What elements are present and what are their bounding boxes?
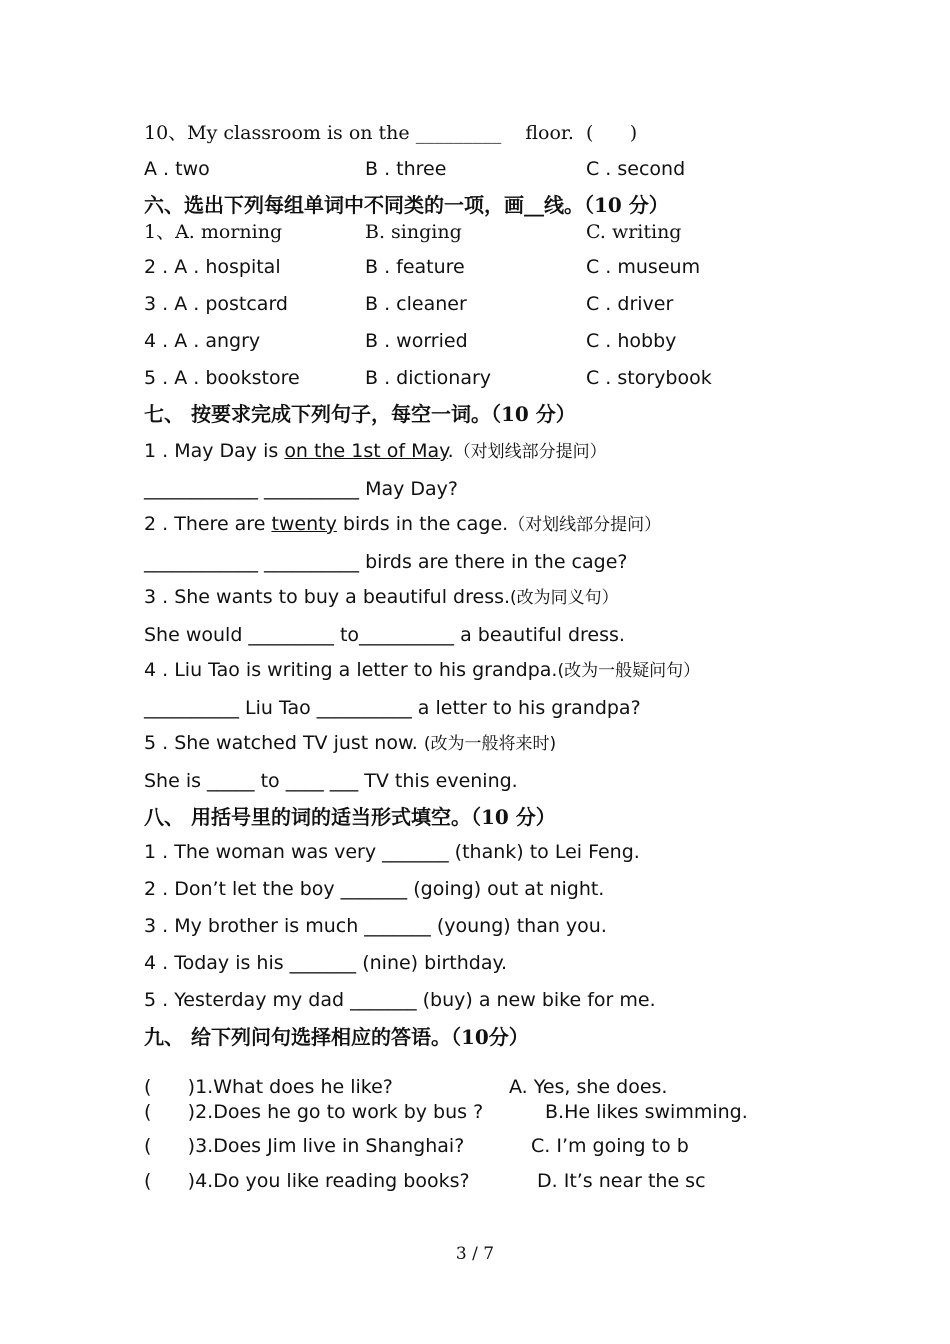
section-9-title: 九、 给下列问句选择相应的答语。（10分）	[144, 1025, 529, 1049]
s7-q1-underlined: on the 1st of May	[284, 440, 448, 462]
s7-q2-underlined: twenty	[271, 513, 337, 535]
s6-row-4-b: B . worried	[365, 330, 468, 352]
s6-row-4-a: 4 . A . angry	[144, 330, 261, 352]
s6-row-5-a: 5 . A . bookstore	[144, 367, 300, 389]
section-6-title: 六、选出下列每组单词中不同类的一项，画__线。（10 分）	[144, 193, 669, 217]
s9-answer-b: B.He likes swimming.	[545, 1101, 748, 1123]
s7-q2-instruction: （对划线部分提问）	[508, 515, 662, 535]
s7-answer-4: __________ Liu Tao __________ a letter to his grandpa?	[144, 697, 641, 719]
s6-row-2-a: 2 . A . hospital	[144, 256, 281, 278]
s7-question-4: 4 . Liu Tao is writing a letter to his grandpa.(改为一般疑问句）	[144, 659, 701, 681]
s6-row-3-a: 3 . A . postcard	[144, 293, 288, 315]
s9-answer-d: D. It’s near the sc	[537, 1170, 706, 1192]
s9-question-1: ( )1.What does he like?	[144, 1076, 393, 1098]
question-10-tail: floor. ( )	[501, 122, 638, 144]
question-10-blank: _________	[415, 122, 502, 144]
s6-row-4-c: C . hobby	[586, 330, 677, 352]
s7-answer-1: ____________ __________ May Day?	[144, 478, 459, 500]
s7-question-1: 1 . May Day is on the 1st of May.（对划线部分提问）	[144, 440, 607, 462]
s8-item-5: 5 . Yesterday my dad _______ (buy) a new bike for me.	[144, 989, 656, 1011]
s7-q5-instruction: (改为一般将来时)	[423, 734, 557, 754]
s8-item-2: 2 . Don’t let the boy _______ (going) out at night.	[144, 878, 605, 900]
s6-row-5-b: B . dictionary	[365, 367, 492, 389]
s6-row-3-b: B . cleaner	[365, 293, 467, 315]
s7-question-2: 2 . There are twenty birds in the cage.（对划线部分提问）	[144, 513, 662, 535]
s7-answer-2: ____________ __________ birds are there in the cage?	[144, 551, 628, 573]
question-10	[144, 121, 637, 145]
s8-item-4: 4 . Today is his _______ (nine) birthday.	[144, 952, 508, 974]
s6-row-1-b: B. singing	[365, 221, 462, 243]
s6-row-5-c: C . storybook	[586, 367, 712, 389]
s7-q1-instruction: （对划线部分提问）	[453, 442, 607, 462]
option-a: A . two	[144, 158, 210, 180]
s9-question-3: ( )3.Does Jim live in Shanghai?	[144, 1135, 465, 1157]
option-b: B . three	[365, 158, 447, 180]
section-7-title: 七、 按要求完成下列句子，每空一词。（10 分）	[144, 402, 576, 426]
s6-row-1-c: C. writing	[586, 221, 682, 243]
s8-item-3: 3 . My brother is much _______ (young) than you.	[144, 915, 607, 937]
s9-question-2: ( )2.Does he go to work by bus ?	[144, 1101, 484, 1123]
s6-row-2-b: B . feature	[365, 256, 465, 278]
s7-answer-5: She is _____ to ____ ___ TV this evening.	[144, 770, 518, 792]
s7-question-5: 5 . She watched TV just now. (改为一般将来时)	[144, 732, 557, 754]
s7-question-3: 3 . She wants to buy a beautiful dress.(改为同义句）	[144, 586, 619, 608]
s9-question-4: ( )4.Do you like reading books?	[144, 1170, 470, 1192]
s9-answer-a: A. Yes, she does.	[509, 1076, 668, 1098]
s7-q4-instruction: (改为一般疑问句）	[557, 661, 701, 681]
s7-answer-3: She would _________ to__________ a beautiful dress.	[144, 624, 625, 646]
s6-row-1-a: 1、A. morning	[144, 221, 283, 243]
page-number: 3 / 7	[455, 1244, 495, 1264]
s9-answer-c: C. I’m going to b	[531, 1135, 689, 1157]
s7-q3-instruction: (改为同义句）	[510, 588, 619, 608]
s6-row-3-c: C . driver	[586, 293, 674, 315]
s8-item-1: 1 . The woman was very _______ (thank) to Lei Feng.	[144, 841, 640, 863]
s6-row-2-c: C . museum	[586, 256, 701, 278]
option-c: C . second	[586, 158, 686, 180]
section-8-title: 八、 用括号里的词的适当形式填空。（10 分）	[144, 805, 556, 829]
question-10-text: 10、My classroom is on the	[144, 122, 416, 144]
